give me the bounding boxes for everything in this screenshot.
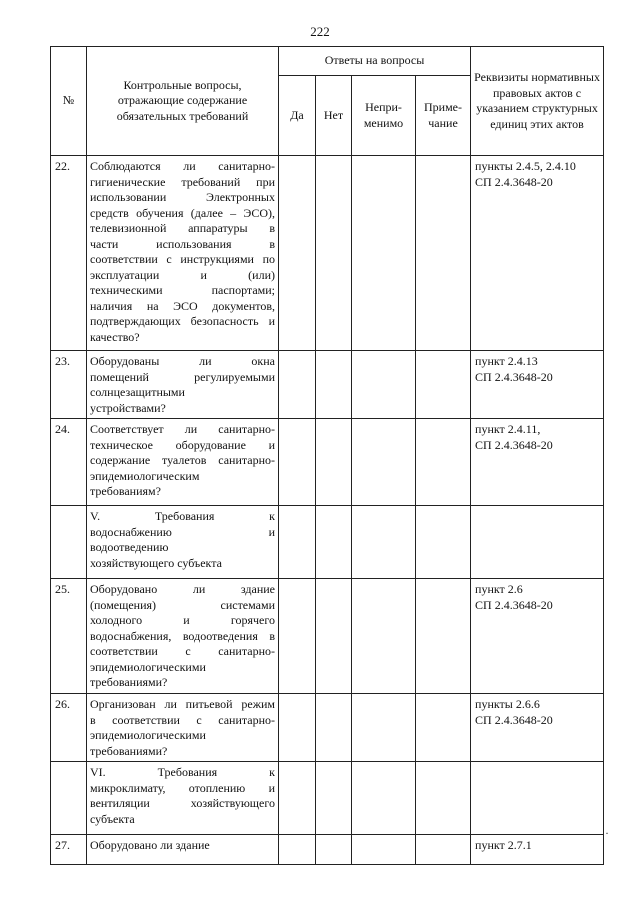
header-no: Нет [316,76,352,156]
table-row [51,694,604,762]
row-number: 26. [51,694,87,762]
question-line: помещений регулируемыми [90,369,275,384]
answer-yes-cell[interactable] [279,419,316,506]
row-number: 23. [51,351,87,419]
answer-yes-cell[interactable] [279,156,316,351]
answer-yes-cell[interactable] [279,351,316,419]
section-row [51,506,604,579]
question-line: требованиям? [90,484,161,498]
control-question [87,419,279,506]
header-answers: Ответы на вопросы [279,47,471,76]
requisite-line: СП 2.4.3648-20 [475,597,553,612]
question-line: микроклимату, отоплению и [90,780,275,795]
answer-no-cell[interactable] [316,694,352,762]
header-num: № [51,47,87,156]
question-line: V. Требования к [90,509,275,523]
question-line: водоснабжению и [90,524,275,539]
question-line: в соответствии с санитарно- [90,712,275,727]
header-note-line2: чание [428,115,458,130]
requisite-line: СП 2.4.3648-20 [475,712,553,727]
answer-not-applicable-cell[interactable] [352,762,416,835]
question-line: телевизионной аппаратуры в [90,221,275,235]
answer-note-cell[interactable] [416,762,471,835]
table-row [51,835,604,865]
requisite-line: пункт 2.6 [475,582,523,596]
question-line: соответствии с санитарно- [90,644,275,658]
requisite-line: СП 2.4.3648-20 [475,437,553,452]
question-line: Оборудованы ли окна [90,354,275,368]
question-line: эпидемиологическими [90,728,206,742]
requisite-line: СП 2.4.3648-20 [475,174,553,189]
question-line: гигиенические требований при [90,174,275,189]
row-number [51,506,87,579]
answer-note-cell[interactable] [416,835,471,865]
question-line: части использования в [90,236,275,251]
answer-not-applicable-cell[interactable] [352,835,416,865]
question-line: вентиляции хозяйствующего [90,796,275,810]
question-line: VI. Требования к [90,765,275,779]
question-line: водоотведению [90,540,169,554]
header-not-applicable [352,76,416,156]
question-line: водоснабжения, водоотведения в [90,628,275,643]
question-line: Соблюдаются ли санитарно- [90,159,275,173]
control-question [87,579,279,694]
answer-not-applicable-cell[interactable] [352,579,416,694]
row-number: 24. [51,419,87,506]
answer-yes-cell[interactable] [279,835,316,865]
header-note-line1: Приме- [424,100,463,114]
requisite-line: пункт 2.4.13 [475,354,538,368]
requisites-cell [471,419,604,506]
requisites-cell [471,506,604,579]
control-question [87,351,279,419]
answer-yes-cell[interactable] [279,694,316,762]
question-line: средств обучения (далее – ЭСО), [90,205,275,220]
question-line: субъекта [90,811,135,826]
question-line: Оборудовано ли здание [90,582,275,596]
answer-note-cell[interactable] [416,156,471,351]
header-requisites: Реквизиты нормативных правовых актов с указанием структурных единиц этих актов [471,47,604,156]
answer-yes-cell[interactable] [279,762,316,835]
question-line: требованиями? [90,743,168,758]
question-line: (помещения) системами [90,597,275,612]
header-question: Контрольные вопросы, отражающие содержание обязательных требований [87,47,279,156]
question-line: техническое оборудование и [90,437,275,452]
answer-no-cell[interactable] [316,835,352,865]
requisites-cell [471,694,604,762]
section-row [51,762,604,835]
question-line: Оборудовано ли здание [90,838,210,852]
question-line: техническими паспортами; [90,283,275,297]
answer-no-cell[interactable] [316,419,352,506]
header-note [416,76,471,156]
margin-mark: · [605,826,609,840]
answer-note-cell[interactable] [416,579,471,694]
row-number: 27. [51,835,87,865]
control-question [87,156,279,351]
answer-not-applicable-cell[interactable] [352,351,416,419]
table-row [51,156,604,351]
row-number: 22. [51,156,87,351]
answer-note-cell[interactable] [416,694,471,762]
answer-not-applicable-cell[interactable] [352,694,416,762]
section-title [87,506,279,579]
answer-note-cell[interactable] [416,506,471,579]
answer-no-cell[interactable] [316,351,352,419]
requisite-line: пункты 2.4.5, 2.4.10 [475,159,576,173]
answer-note-cell[interactable] [416,351,471,419]
question-line: холодного и горячего [90,613,275,627]
row-number: 25. [51,579,87,694]
control-question [87,694,279,762]
answer-no-cell[interactable] [316,506,352,579]
header-not-applicable-line1: Непри- [365,100,402,114]
checklist-table [50,46,604,865]
question-line: эпидемиологическим [90,468,200,483]
header-yes: Да [279,76,316,156]
table-row [51,579,604,694]
answer-not-applicable-cell[interactable] [352,419,416,506]
question-line: устройствами? [90,400,166,415]
answer-no-cell[interactable] [316,156,352,351]
answer-yes-cell[interactable] [279,506,316,579]
question-line: использовании Электронных [90,190,275,204]
requisite-line: пункт 2.4.11, [475,422,541,436]
question-line: соответствии с инструкциями по [90,252,275,266]
page-number: 222 [310,24,330,39]
question-line: качество? [90,329,140,344]
question-line: подтверждающих безопасность и [90,314,275,328]
question-line: Соответствует ли санитарно- [90,422,275,436]
table-row [51,351,604,419]
question-line: содержание туалетов санитарно- [90,453,275,467]
control-question [87,835,279,865]
requisites-cell [471,351,604,419]
answer-note-cell[interactable] [416,419,471,506]
answer-yes-cell[interactable] [279,579,316,694]
question-line: требованиями? [90,675,168,689]
section-title [87,762,279,835]
table-row [51,419,604,506]
question-line: солнцезащитными [90,385,185,399]
answer-no-cell[interactable] [316,579,352,694]
row-number [51,762,87,835]
header-not-applicable-line2: менимо [363,115,404,130]
requisite-line: пункт 2.7.1 [475,838,532,852]
header-row-top [51,47,604,76]
requisite-line: СП 2.4.3648-20 [475,369,553,384]
requisites-cell [471,835,604,865]
checklist-body [51,156,604,865]
requisites-cell [471,579,604,694]
answer-not-applicable-cell[interactable] [352,156,416,351]
requisites-cell [471,762,604,835]
requisites-cell [471,156,604,351]
requisite-line: пункты 2.6.6 [475,697,540,711]
question-line: эксплуатации и (или) [90,267,275,282]
question-line: эпидемиологическими [90,659,206,674]
answer-not-applicable-cell[interactable] [352,506,416,579]
question-line: хозяйствующего субъекта [90,555,222,570]
question-line: наличия на ЭСО документов, [90,298,275,313]
answer-no-cell[interactable] [316,762,352,835]
question-line: Организован ли питьевой режим [90,697,275,711]
